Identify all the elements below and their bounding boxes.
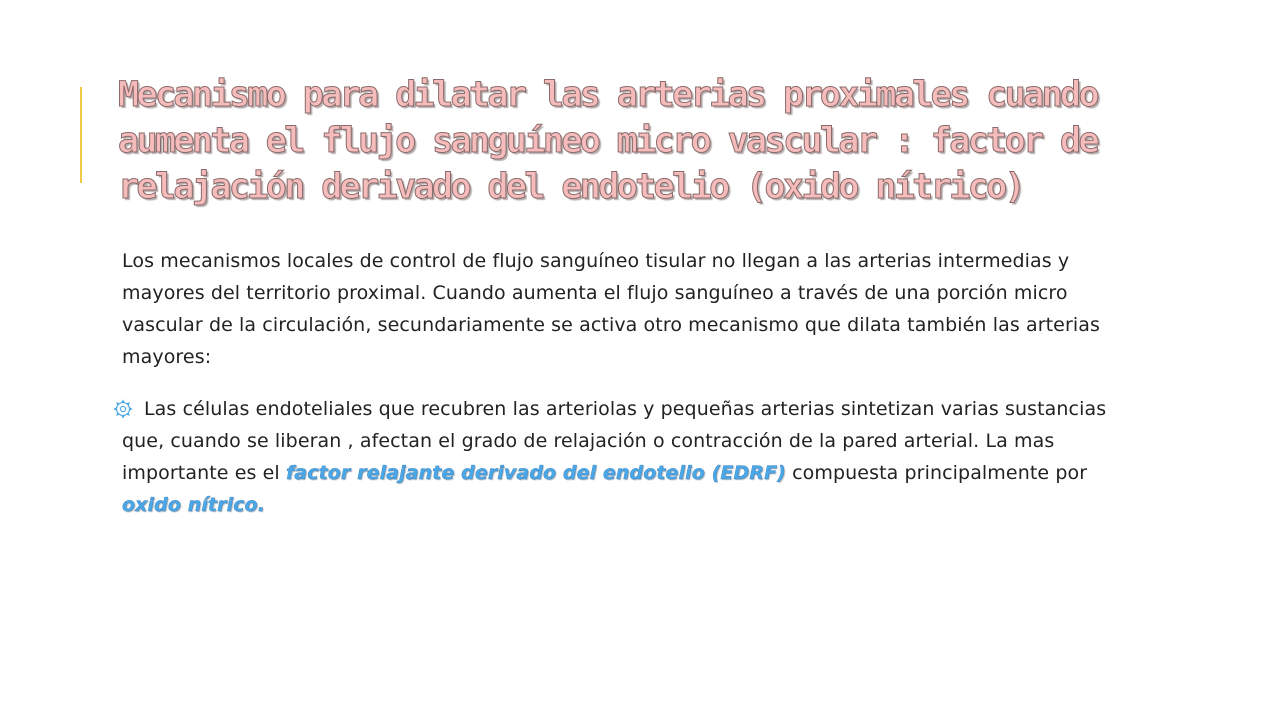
highlight-edrf: factor relajante derivado del endotelio (EDRF) — [285, 462, 786, 484]
highlight-oxido-nitrico: oxido nítrico. — [122, 494, 266, 516]
title-accent-bar — [80, 87, 82, 183]
body-paragraph-2 — [122, 393, 1132, 521]
flower-bullet-icon — [112, 398, 134, 420]
slide-title: Mecanismo para dilatar las arterias proximales cuando aumenta el flujo sanguíneo micro vascular : factor de relajación derivado del endotelio (oxido nítrico) — [118, 75, 1098, 207]
paragraph-2-text-start: Las células endoteliales que recubren las arteriolas y pequeñas arterias sintetizan varias sustancias que, cuando se liberan , afectan el grado de relajación o contracción de la pared arterial. La mas importante es el — [122, 398, 1107, 484]
body-paragraph-1: Los mecanismos locales de control de flujo sanguíneo tisular no llegan a las arterias intermedias y mayores del territorio proximal. Cuando aumenta el flujo sanguíneo a través de una porción micro vascular de la circulación, secundariamente se activa otro mecanismo que dilata también las arterias mayores: — [122, 250, 1100, 368]
paragraph-2-text-middle: compuesta principalmente por — [785, 462, 1088, 484]
